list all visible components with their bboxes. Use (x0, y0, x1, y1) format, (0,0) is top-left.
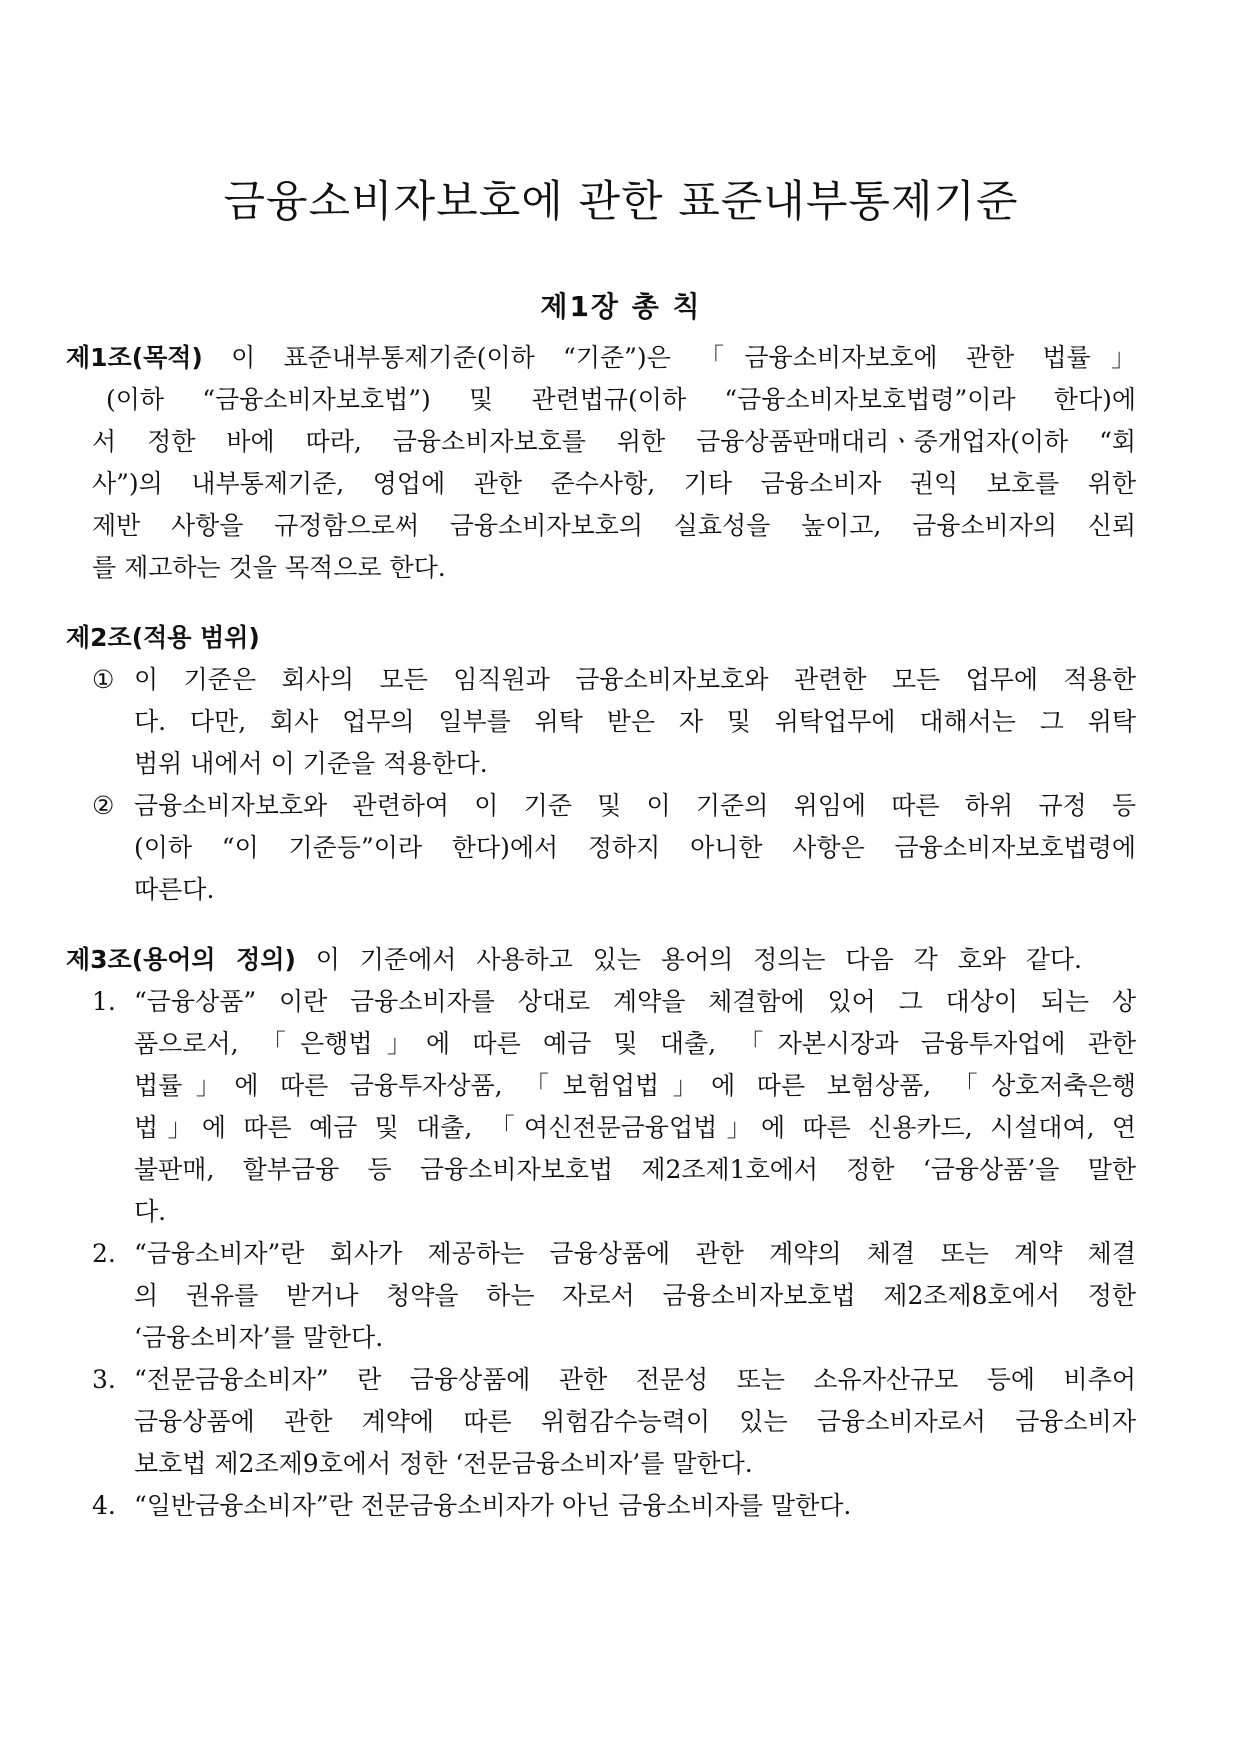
article1-line-2: (이하 “금융소비자보호법”) 및 관련법규(이하 “금융소비자보호법령”이라 한다)에 (106, 385, 1136, 414)
article3-item1-marker: 1. (92, 987, 116, 1016)
article3-item1-line-5: 불판매, 할부금융 등 금융소비자보호법 제2조제1호에서 정한 ‘금융상품’을 말한 (134, 1155, 1136, 1184)
article3-intro-line (66, 945, 1082, 975)
article3-intro: 이 기준에서 사용하고 있는 용어의 정의는 다음 각 호와 같다. (315, 945, 1082, 974)
article2-heading: 제2조(적용 범위) (66, 623, 260, 652)
article1-line-4: 사”)의 내부통제기준, 영업에 관한 준수사항, 기타 금융소비자 권익 보호를 위한 (92, 469, 1136, 498)
article2-item1-line-2: 다. 다만, 회사 업무의 일부를 위탁 받은 자 및 위탁업무에 대해서는 그 위탁 (134, 707, 1136, 736)
article2-item2-line-2: (이하 “이 기준등”이라 한다)에서 정하지 아니한 사항은 금융소비자보호법령에 (134, 833, 1136, 862)
article3-item3-line-3: 보호법 제2조제9호에서 정한 ‘전문금융소비자’를 말한다. (134, 1449, 753, 1478)
article3-item1-line-1: “금융상품” 이란 금융소비자를 상대로 계약을 체결함에 있어 그 대상이 되는 상 (134, 987, 1136, 1016)
article3-item3-line-2: 금융상품에 관한 계약에 따른 위험감수능력이 있는 금융소비자로서 금융소비자 (134, 1407, 1136, 1436)
article1-heading: 제1조(목적) (66, 343, 203, 372)
article2-item2-marker: ② (92, 791, 115, 820)
article1-line-3: 서 정한 바에 따라, 금융소비자보호를 위한 금융상품판매대리ㆍ중개업자(이하 “회 (92, 427, 1136, 456)
article2-item2-line-3: 따른다. (134, 875, 215, 904)
article1-line-6: 를 제고하는 것을 목적으로 한다. (92, 553, 446, 582)
document-title: 금융소비자보호에 관한 표준내부통제기준 (223, 177, 1019, 227)
article2-item2-line-1: 금융소비자보호와 관련하여 이 기준 및 이 기준의 위임에 따른 하위 규정 등 (134, 791, 1136, 820)
article3-item2-marker: 2. (92, 1239, 116, 1268)
article3-item1-line-3: 법률」에 따른 금융투자상품, 「보험업법」에 따른 보험상품, 「상호저축은행 (134, 1071, 1136, 1100)
article3-item1-line-4: 법」에 따른 예금 및 대출, 「여신전문금융업법」에 따른 신용카드, 시설대여, 연 (134, 1113, 1136, 1142)
chapter-heading: 제1장 총 칙 (540, 290, 702, 323)
article2-item1-line-3: 범위 내에서 이 기준을 적용한다. (134, 749, 488, 778)
article2-item1-marker: ① (92, 665, 115, 694)
article3-heading: 제3조(용어의 정의) (66, 945, 296, 974)
article3-item4-marker: 4. (92, 1491, 116, 1520)
article3-item2-line-1: “금융소비자”란 회사가 제공하는 금융상품에 관한 계약의 체결 또는 계약 체결 (134, 1239, 1136, 1268)
article3-item4-line-1: “일반금융소비자”란 전문금융소비자가 아닌 금융소비자를 말한다. (134, 1491, 852, 1520)
article3-item3-marker: 3. (92, 1365, 116, 1394)
article3-item2-line-3: ‘금융소비자’를 말한다. (134, 1323, 384, 1352)
article3-item2-line-2: 의 권유를 받거나 청약을 하는 자로서 금융소비자보호법 제2조제8호에서 정한 (134, 1281, 1136, 1310)
article2-item1-line-1: 이 기준은 회사의 모든 임직원과 금융소비자보호와 관련한 모든 업무에 적용한 (134, 665, 1136, 694)
article1-line-1 (66, 343, 1136, 373)
article3-item3-line-1: “전문금융소비자” 란 금융상품에 관한 전문성 또는 소유자산규모 등에 비추어 (134, 1365, 1136, 1394)
article1-line-5: 제반 사항을 규정함으로써 금융소비자보호의 실효성을 높이고, 금융소비자의 신뢰 (92, 511, 1136, 540)
article3-item1-line-6: 다. (134, 1197, 167, 1226)
article1-text: 이 표준내부통제기준(이하 “기준”)은 「금융소비자보호에 관한 법률」 (231, 343, 1136, 372)
article3-item1-line-2: 품으로서, 「은행법」에 따른 예금 및 대출, 「자본시장과 금융투자업에 관한 (134, 1029, 1136, 1058)
